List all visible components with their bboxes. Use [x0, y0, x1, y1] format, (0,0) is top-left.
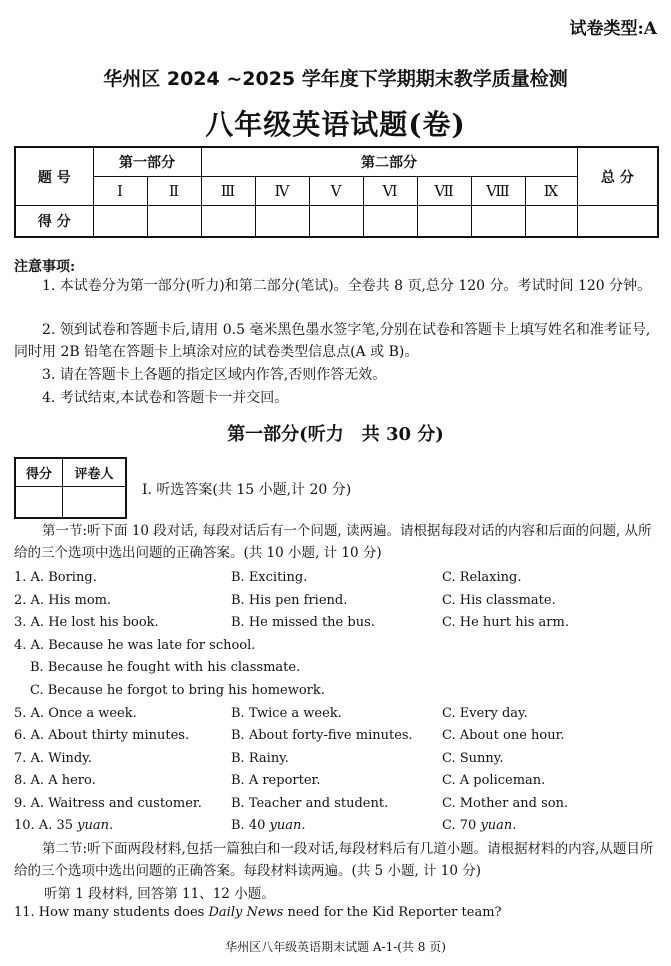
question-option: C. Relaxing. — [442, 570, 522, 585]
part1-title: 第一部分(听力 共 30 分) — [227, 424, 444, 445]
page-title: 八年级英语试题(卷) — [205, 108, 466, 141]
q10-unit: yuan — [269, 818, 302, 833]
paper-type-label: 试卷类型:A — [569, 19, 657, 39]
question-option: C. Every day. — [442, 706, 528, 721]
q11-emphasis: Daily News — [208, 905, 284, 920]
question-option: C. His classmate. — [442, 593, 556, 608]
score-cell[interactable] — [201, 206, 255, 238]
question-option: 2. A. His mom. — [14, 593, 112, 608]
q10-unit: yuan — [480, 818, 513, 833]
question-option: C. Sunny. — [442, 751, 504, 766]
question-option: 8. A. A hero. — [14, 773, 96, 788]
score-cell[interactable] — [147, 206, 201, 238]
question-option: 6. A. About thirty minutes. — [14, 728, 190, 743]
score-table-total-header: 总 分 — [577, 147, 658, 206]
q10-dot: . — [512, 818, 517, 833]
section1-instructions: 第一节:听下面 10 段对话, 每段对话后有一个问题, 读两遍。请根据每段对话的内容和后面的问题, 从所给的三个选项中选出问题的正确答案。(共 10 小题, 计 10 分) — [14, 523, 652, 561]
question-option: 4. A. Because he was late for school. — [14, 638, 256, 653]
q10-option-a-text: 10. A. 35 — [14, 818, 78, 833]
question-option: B. Teacher and student. — [231, 796, 389, 811]
question-option: B. Exciting. — [231, 570, 308, 585]
question-option: B. He missed the bus. — [231, 615, 375, 630]
grader-box — [14, 457, 127, 519]
question-option: B. Twice a week. — [231, 706, 342, 721]
score-cell[interactable] — [363, 206, 417, 238]
section2-instructions: 第二节:听下面两段材料,包括一篇独白和一段对话,每段材料后有几道小题。请根据材料的内容,从题目所给的三个选项中选出问题的正确答案。每段材料读两遍。(共 5 小题, 计 10 分) — [14, 841, 654, 879]
score-table-qnum-header: 题 号 — [15, 147, 93, 206]
score-cell[interactable] — [471, 206, 525, 238]
roman-numeral: Ⅸ — [525, 177, 577, 206]
score-cell[interactable] — [525, 206, 577, 238]
score-cell[interactable] — [309, 206, 363, 238]
q11-text-post: need for the Kid Reporter team? — [283, 905, 502, 920]
q10-dot: . — [108, 818, 114, 833]
roman-numeral: Ⅱ — [147, 177, 201, 206]
page-footer: 华州区八年级英语期末试题 A-1-(共 8 页) — [225, 940, 446, 954]
score-cell[interactable] — [255, 206, 309, 238]
roman-numeral: Ⅰ — [93, 177, 147, 206]
question-11 — [14, 905, 502, 920]
score-table — [14, 146, 659, 238]
question-option: B. About forty-five minutes. — [231, 728, 413, 743]
score-cell[interactable] — [417, 206, 471, 238]
question-option: B. Because he fought with his classmate. — [30, 660, 301, 675]
score-table-part1-header: 第一部分 — [93, 147, 201, 177]
roman-numeral: Ⅶ — [417, 177, 471, 206]
grader-score-label: 得分 — [15, 458, 63, 486]
note-item: 3. 请在答题卡上各题的指定区域内作答,否则作答无效。 — [42, 367, 387, 383]
grader-reviewer-cell[interactable] — [63, 486, 127, 518]
question-option: 5. A. Once a week. — [14, 706, 137, 721]
roman-numeral: Ⅵ — [363, 177, 417, 206]
score-cell[interactable] — [93, 206, 147, 238]
question-option: C. He hurt his arm. — [442, 615, 569, 630]
section1-heading: Ⅰ. 听选答案(共 15 小题,计 20 分) — [142, 482, 352, 498]
score-cell-total[interactable] — [577, 206, 658, 238]
question-option: B. His pen friend. — [231, 593, 348, 608]
question-option: 1. A. Boring. — [14, 570, 97, 585]
question-option: 3. A. He lost his book. — [14, 615, 159, 630]
roman-numeral: Ⅲ — [201, 177, 255, 206]
question-option — [442, 818, 516, 833]
q11-text-pre: 11. How many students does — [14, 905, 209, 920]
question-option — [14, 818, 113, 833]
q10-option-b-text: B. 40 — [231, 818, 270, 833]
exam-title-line: 华州区 2024 ~2025 学年度下学期期末教学质量检测 — [103, 68, 568, 90]
question-option: 9. A. Waitress and customer. — [14, 796, 202, 811]
note-item: 2. 领到试卷和答题卡后,请用 0.5 毫米黑色墨水签字笔,分别在试卷和答题卡上填写姓名和准考证号,同时用 2B 铅笔在答题卡上填涂对应的试卷类型信息点(A 或 B)。 — [14, 322, 651, 360]
question-option: C. Because he forgot to bring his homework. — [30, 683, 325, 698]
question-option: B. A reporter. — [231, 773, 321, 788]
question-option: C. A policeman. — [442, 773, 546, 788]
question-option — [231, 818, 305, 833]
score-row-label: 得 分 — [15, 206, 93, 238]
q10-option-c-text: C. 70 — [442, 818, 481, 833]
question-option: B. Rainy. — [231, 751, 289, 766]
roman-numeral: Ⅴ — [309, 177, 363, 206]
note-item: 4. 考试结束,本试卷和答题卡一并交回。 — [42, 390, 289, 406]
notes-heading: 注意事项: — [14, 259, 76, 275]
note-item: 1. 本试卷分为第一部分(听力)和第二部分(笔试)。全卷共 8 页,总分 120 分。考试时间 120 分钟。 — [42, 278, 652, 294]
question-option: C. About one hour. — [442, 728, 565, 743]
score-table-part2-header: 第二部分 — [201, 147, 577, 177]
grader-score-cell[interactable] — [15, 486, 63, 518]
listening-material-1-label: 听第 1 段材料, 回答第 11、12 小题。 — [44, 886, 275, 902]
grader-reviewer-label: 评卷人 — [63, 458, 127, 486]
question-option: 7. A. Windy. — [14, 751, 92, 766]
q10-dot: . — [301, 818, 306, 833]
q10-unit: yuan — [77, 818, 109, 833]
roman-numeral: Ⅳ — [255, 177, 309, 206]
question-option: C. Mother and son. — [442, 796, 569, 811]
roman-numeral: Ⅷ — [471, 177, 525, 206]
